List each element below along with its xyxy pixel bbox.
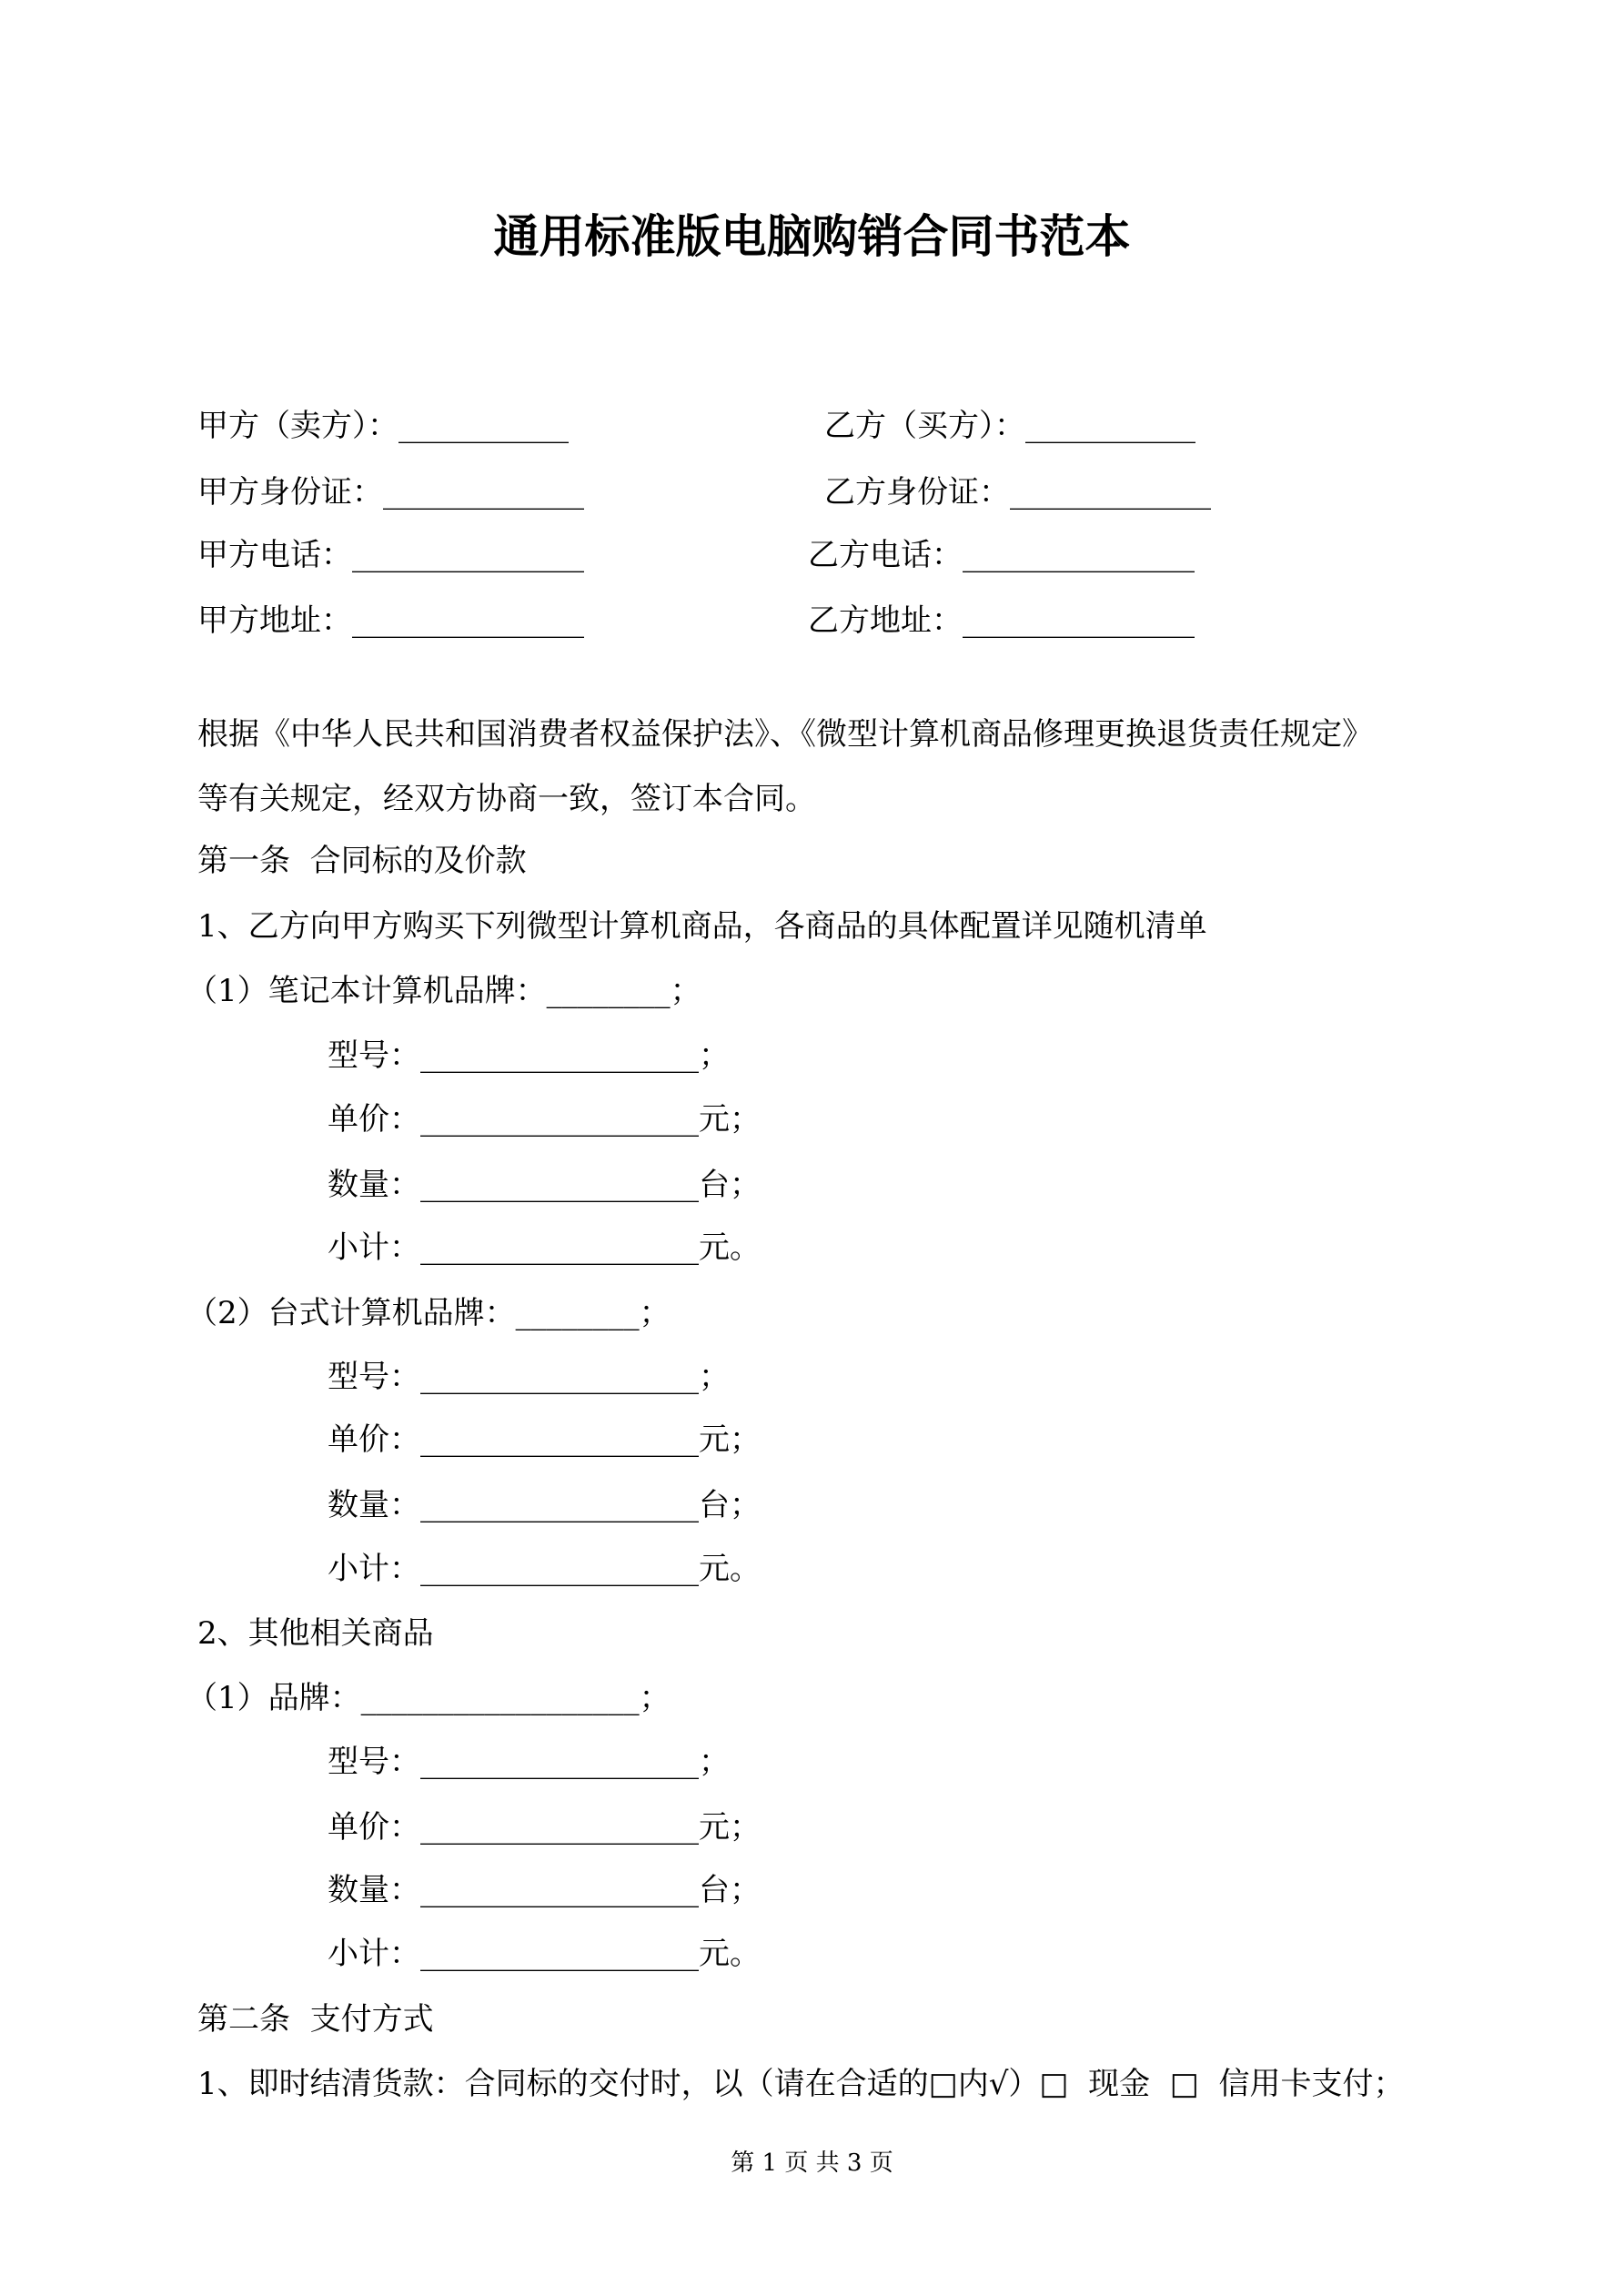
buyer-id-field: 乙方身份证：_____________	[824, 474, 1211, 511]
seller-name-field: 甲方（卖方）：___________	[197, 408, 569, 444]
seller-id-field: 甲方身份证：_____________	[197, 474, 584, 511]
item-field-line: 单价：__________________元；	[328, 1809, 761, 1846]
item-field-line: 数量：__________________台；	[328, 1872, 761, 1908]
section-heading: 第一条 合同标的及价款	[197, 843, 527, 879]
body-line: 2、其他相关商品	[197, 1615, 434, 1652]
item-field-line: 数量：__________________台；	[328, 1167, 761, 1203]
buyer-name-field: 乙方（买方）：___________	[824, 408, 1195, 444]
buyer-phone-field: 乙方电话：_______________	[808, 537, 1195, 573]
payment-line: 1、即时结清货款：合同标的交付时，以（请在合适的□内√）□ 现金 □ 信用卡支付；	[197, 2066, 1405, 2102]
page-footer: 第 1 页 共 3 页	[731, 2149, 893, 2177]
item-brand-line: （2）台式计算机品牌：________；	[187, 1295, 671, 1331]
item-field-line: 小计：__________________元。	[328, 1551, 761, 1587]
body-line: 等有关规定，经双方协商一致，签订本合同。	[197, 781, 816, 817]
item-field-line: 型号：__________________；	[328, 1359, 730, 1395]
section-heading: 第二条 支付方式	[197, 2001, 434, 2038]
body-line: 根据《中华人民共和国消费者权益保护法》、《微型计算机商品修理更换退货责任规定》	[197, 716, 1373, 753]
item-brand-line: （1）品牌：__________________；	[187, 1680, 671, 1716]
item-field-line: 单价：__________________元；	[328, 1421, 761, 1458]
item-field-line: 数量：__________________台；	[328, 1487, 761, 1523]
item-brand-line: （1）笔记本计算机品牌：________；	[187, 973, 701, 1009]
item-field-line: 型号：__________________；	[328, 1744, 730, 1780]
body-line: 1、乙方向甲方购买下列微型计算机商品，各商品的具体配置详见随机清单	[197, 908, 1207, 945]
seller-phone-field: 甲方电话：_______________	[197, 537, 584, 573]
item-field-line: 型号：__________________；	[328, 1037, 730, 1074]
seller-address-field: 甲方地址：_______________	[197, 602, 584, 639]
document-title: 通用标准版电脑购销合同书范本	[493, 210, 1131, 263]
item-field-line: 小计：__________________元。	[328, 1229, 761, 1266]
item-field-line: 单价：__________________元；	[328, 1101, 761, 1138]
item-field-line: 小计：__________________元。	[328, 1936, 761, 1972]
buyer-address-field: 乙方地址：_______________	[808, 602, 1195, 639]
